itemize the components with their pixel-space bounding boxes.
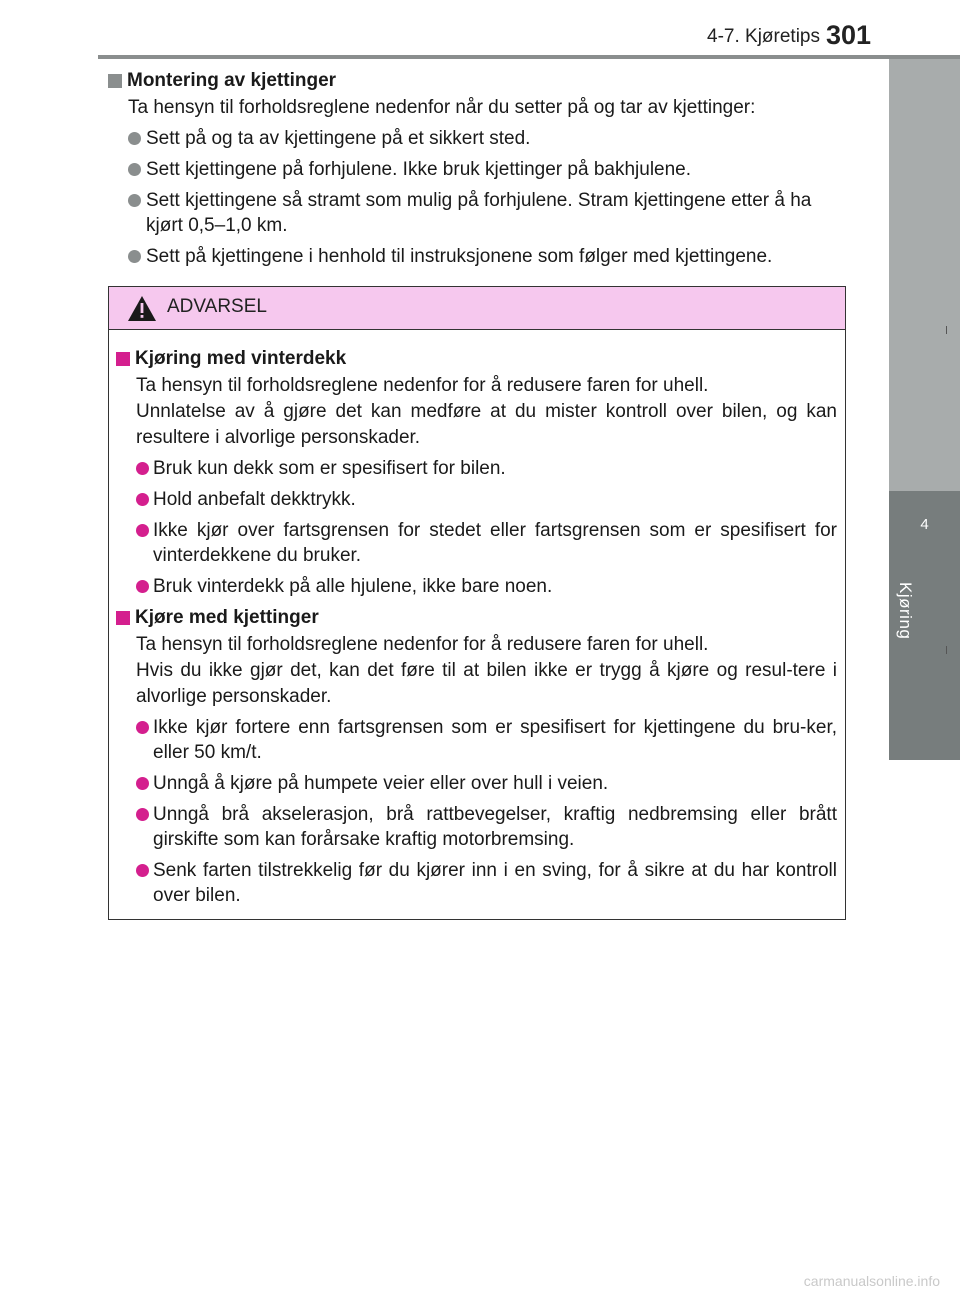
round-bullet-icon [136, 864, 149, 877]
margin-tick [946, 326, 947, 334]
section-heading [116, 605, 837, 631]
heading-text: Montering av kjettinger [127, 70, 337, 91]
list-item: Senk farten tilstrekkelig før du kjører inn i en sving, for å sikre at du har kontroll over bilen. [116, 858, 837, 908]
section-intro: Ta hensyn til forholdsreglene nedenfor for å redusere faren for uhell. [136, 375, 709, 396]
round-bullet-icon [136, 524, 149, 537]
square-bullet-icon [116, 611, 130, 625]
margin-tick [946, 646, 947, 654]
round-bullet-icon [128, 163, 141, 176]
round-bullet-icon [136, 721, 149, 734]
chapter-number: 4 [920, 516, 929, 533]
warning-section-chains [116, 605, 837, 908]
section-title: 4-7. Kjøretips [707, 26, 820, 47]
warning-triangle-icon [127, 295, 157, 322]
warning-section-winter-tires [116, 346, 837, 599]
section-heading [116, 346, 837, 372]
bullet-list [116, 456, 837, 599]
square-bullet-icon [108, 74, 122, 88]
page-number: 301 [826, 20, 872, 50]
round-bullet-icon [136, 808, 149, 821]
list-item: Sett kjettingene på forhjulene. Ikke bruk kjettinger på bakhjulene. [108, 157, 848, 182]
chapter-label: Kjøring [896, 582, 915, 640]
mounting-section [108, 68, 848, 275]
round-bullet-icon [136, 493, 149, 506]
list-item: Sett på kjettingene i henhold til instruksjonene som følger med kjettingene. [108, 244, 848, 269]
header-rule [98, 55, 960, 59]
list-item: Ikke kjør fortere enn fartsgrensen som er spesifisert for kjettingene du bru-ker, eller 50 km/t. [116, 715, 837, 765]
round-bullet-icon [128, 194, 141, 207]
warning-header [109, 287, 845, 330]
list-item: Hold anbefalt dekktrykk. [116, 487, 837, 512]
section-intro: Hvis du ikke gjør det, kan det føre til at bilen ikke er trygg å kjøre og resul-tere i alvorlige personskader. [136, 660, 837, 707]
round-bullet-icon [136, 580, 149, 593]
list-item: Bruk vinterdekk på alle hjulene, ikke bare noen. [116, 574, 837, 599]
bullet-list [108, 126, 848, 269]
section-intro: Ta hensyn til forholdsreglene nedenfor for å redusere faren for uhell. [136, 634, 709, 655]
square-bullet-icon [116, 352, 130, 366]
warning-title: ADVARSEL [167, 296, 267, 317]
list-item: Unngå brå akselerasjon, brå rattbevegelser, kraftig nedbremsing eller brått girskifte som kan forårsake kraftig motorbremsing. [116, 802, 837, 852]
bullet-list [116, 715, 837, 908]
heading-text: Kjøre med kjettinger [135, 607, 319, 628]
list-item: Sett kjettingene så stramt som mulig på forhjulene. Stram kjettingene etter å ha kjørt 0,5–1,0 km. [108, 188, 848, 238]
section-intro: Ta hensyn til forholdsreglene nedenfor når du setter på og tar av kjettinger: [128, 97, 756, 118]
round-bullet-icon [128, 132, 141, 145]
list-item: Unngå å kjøre på humpete veier eller over hull i veien. [116, 771, 837, 796]
section-intro: Unnlatelse av å gjøre det kan medføre at du mister kontroll over bilen, og kan resultere i alvorlige personskader. [136, 401, 837, 448]
side-tab-upper [889, 59, 960, 491]
round-bullet-icon [136, 777, 149, 790]
round-bullet-icon [128, 250, 141, 263]
list-item: Ikke kjør over fartsgrensen for stedet eller fartsgrensen som er spesifisert for vinterdekkene du bruker. [116, 518, 837, 568]
watermark: carmanualsonline.info [803, 1273, 940, 1289]
round-bullet-icon [136, 462, 149, 475]
list-item: Bruk kun dekk som er spesifisert for bilen. [116, 456, 837, 481]
warning-box [108, 286, 846, 920]
heading-text: Kjøring med vinterdekk [135, 348, 347, 369]
section-heading [108, 68, 848, 94]
warning-body [109, 330, 845, 908]
list-item: Sett på og ta av kjettingene på et sikkert sted. [108, 126, 848, 151]
